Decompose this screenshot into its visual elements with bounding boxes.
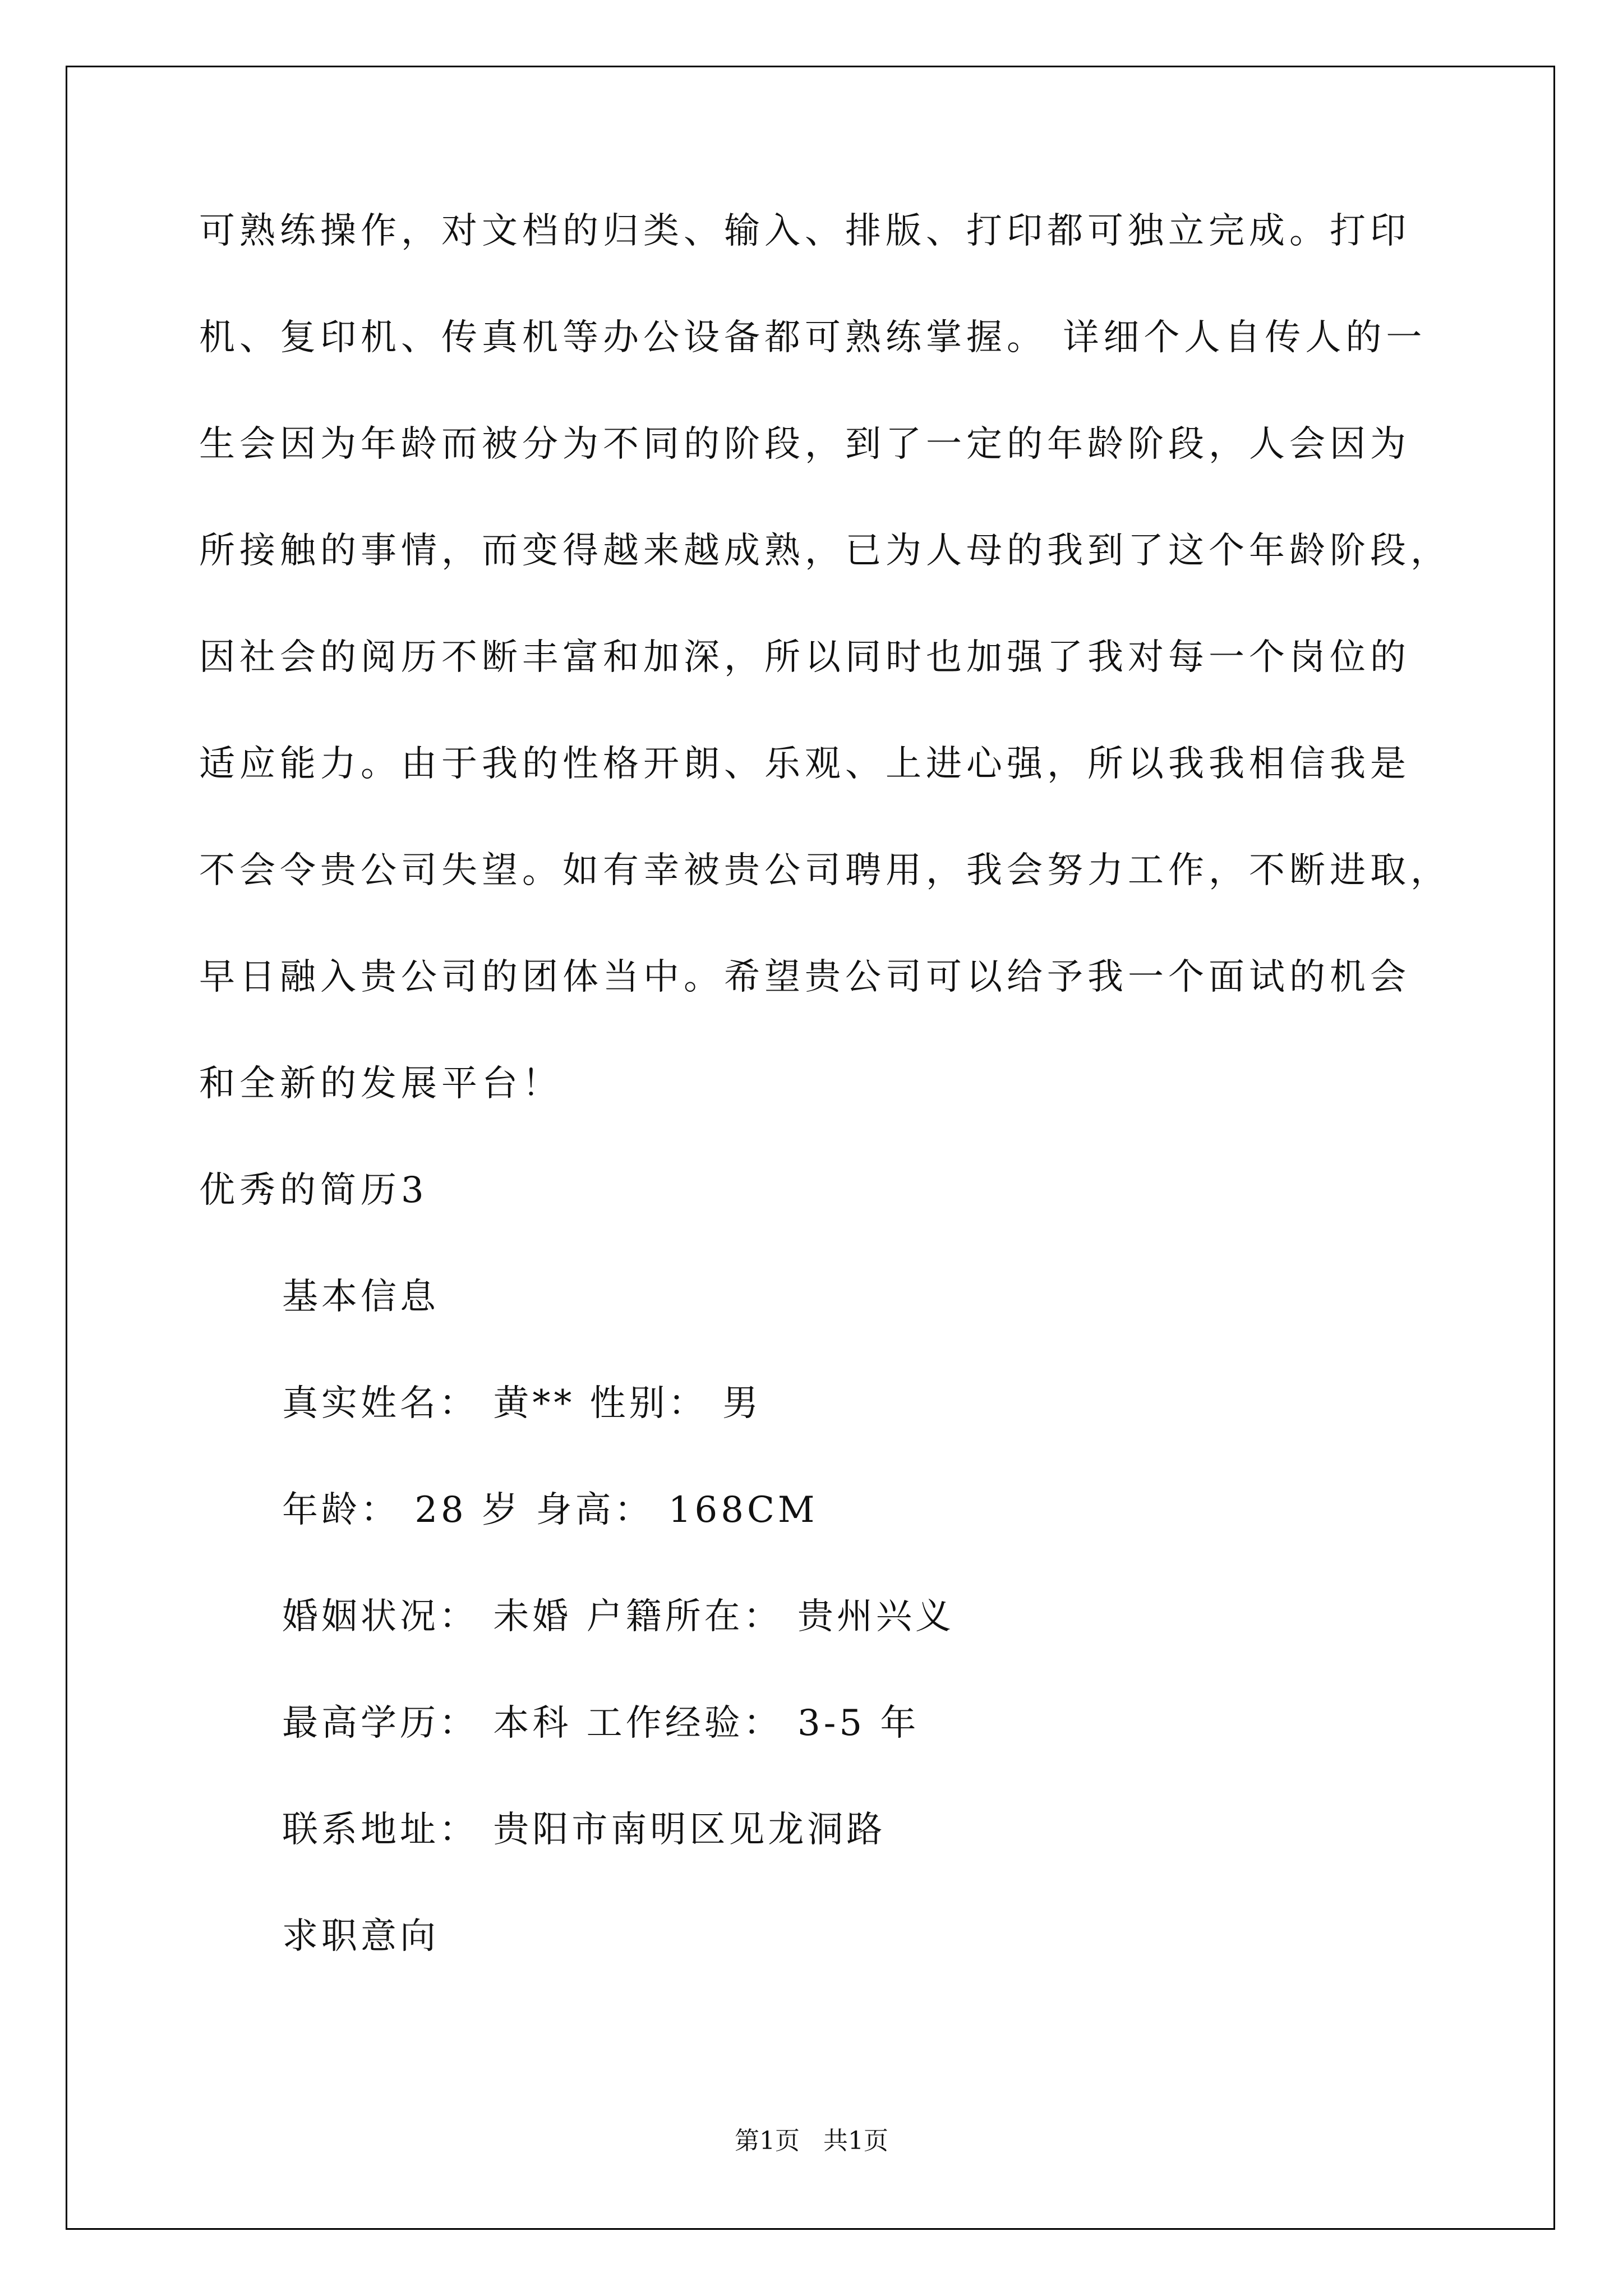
info-marital-hometown: 婚姻状况： 未婚 户籍所在： 贵州兴义 <box>282 1596 955 1637</box>
document-body <box>199 210 1451 2025</box>
body-line: 早日融入贵公司的团体当中。希望贵公司可以给予我一个面试的机会 <box>199 956 1410 998</box>
body-line: 生会因为年龄而被分为不同的阶段，到了一定的年龄阶段，人会因为 <box>199 424 1410 465</box>
info-heading-basic: 基本信息 <box>282 1276 439 1318</box>
body-line: 适应能力。由于我的性格开朗、乐观、上进心强，所以我我相信我是 <box>199 743 1410 785</box>
info-address: 联系地址： 贵阳市南明区见龙洞路 <box>282 1809 886 1851</box>
info-education-experience: 最高学历： 本科 工作经验： 3-5 年 <box>282 1703 920 1744</box>
info-age-height: 年龄： 28 岁 身高： 168CM <box>282 1489 818 1531</box>
info-name-gender: 真实姓名： 黄** 性别： 男 <box>282 1383 762 1424</box>
body-line: 可熟练操作，对文档的归类、输入、排版、打印都可独立完成。打印 <box>199 210 1410 252</box>
body-line: 机、复印机、传真机等办公设备都可熟练掌握。 详细个人自传人的一 <box>199 317 1427 358</box>
section-title: 优秀的简历3 <box>199 1170 428 1211</box>
info-heading-intent: 求职意向 <box>282 1916 439 1957</box>
body-line: 不会令贵公司失望。如有幸被贵公司聘用，我会努力工作，不断进取， <box>199 850 1451 891</box>
body-line: 因社会的阅历不断丰富和加深，所以同时也加强了我对每一个岗位的 <box>199 637 1410 678</box>
body-line: 所接触的事情，而变得越来越成熟，已为人母的我到了这个年龄阶段， <box>199 530 1451 572</box>
body-line: 和全新的发展平台！ <box>199 1063 562 1105</box>
page-footer: 第1页 共1页 <box>735 2127 888 2155</box>
